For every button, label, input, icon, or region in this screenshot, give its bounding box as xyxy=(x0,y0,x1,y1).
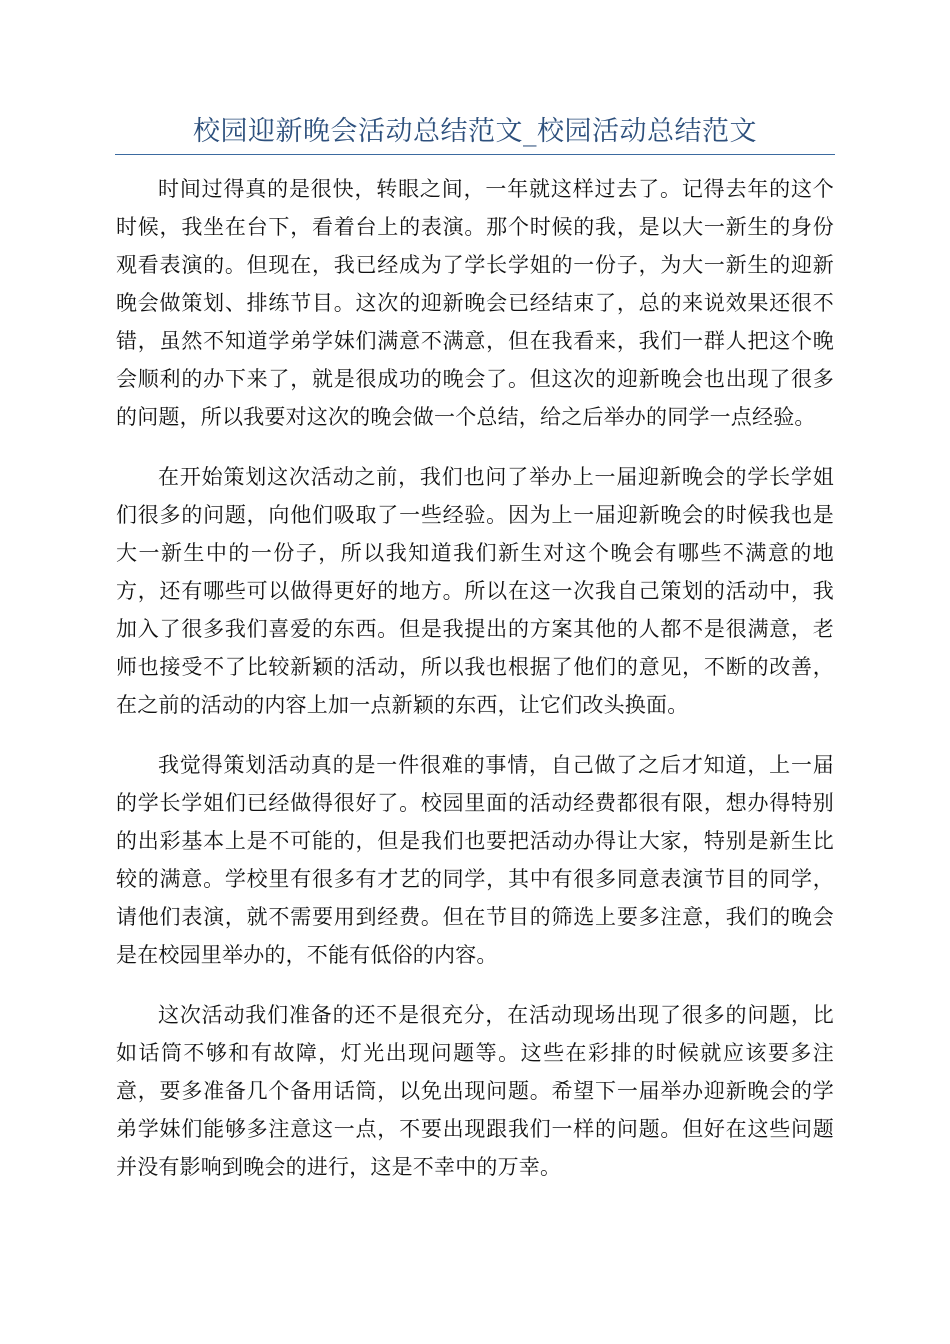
document-title: 校园迎新晚会活动总结范文_校园活动总结范文 xyxy=(193,116,757,147)
document-body xyxy=(116,170,834,1208)
paragraph-3: 我觉得策划活动真的是一件很难的事情，自己做了之后才知道，上一届的学长学姐们已经做得很好了。校园里面的活动经费都很有限，想办得特别的出彩基本上是不可能的，但是我们也要把活动办得让大家，特别是新生比较的满意。学校里有很多有才艺的同学，其中有很多同意表演节目的同学，请他们表演，就不需要用到经费。但在节目的筛选上要多注意，我们的晚会是在校园里举办的，不能有低俗的内容。 xyxy=(116,753,834,967)
paragraph-1: 时间过得真的是很快，转眼之间，一年就这样过去了。记得去年的这个时候，我坐在台下，看着台上的表演。那个时候的我，是以大一新生的身份观看表演的。但现在，我已经成为了学长学姐的一份子，为大一新生的迎新晚会做策划、排练节目。这次的迎新晚会已经结束了，总的来说效果还很不错，虽然不知道学弟学妹们满意不满意，但在我看来，我们一群人把这个晚会顺利的办下来了，就是很成功的晚会了。但这次的迎新晚会也出现了很多的问题，所以我要对这次的晚会做一个总结，给之后举办的同学一点经验。 xyxy=(116,177,834,429)
paragraph-2: 在开始策划这次活动之前，我们也问了举办上一届迎新晚会的学长学姐们很多的问题，向他们吸取了一些经验。因为上一届迎新晚会的时候我也是大一新生中的一份子，所以我知道我们新生对这个晚会有哪些不满意的地方，还有哪些可以做得更好的地方。所以在这一次我自己策划的活动中，我加入了很多我们喜爱的东西。但是我提出的方案其他的人都不是很满意，老师也接受不了比较新颖的活动，所以我也根据了他们的意见，不断的改善，在之前的活动的内容上加一点新颖的东西，让它们改头换面。 xyxy=(116,465,834,717)
paragraph-4: 这次活动我们准备的还不是很充分，在活动现场出现了很多的问题，比如话筒不够和有故障，灯光出现问题等。这些在彩排的时候就应该要多注意，要多准备几个备用话筒，以免出现问题。希望下一届举办迎新晚会的学弟学妹们能够多注意这一点，不要出现跟我们一样的问题。但好在这些问题并没有影响到晚会的进行，这是不幸中的万幸。 xyxy=(116,1003,834,1179)
title-underline xyxy=(115,154,835,155)
